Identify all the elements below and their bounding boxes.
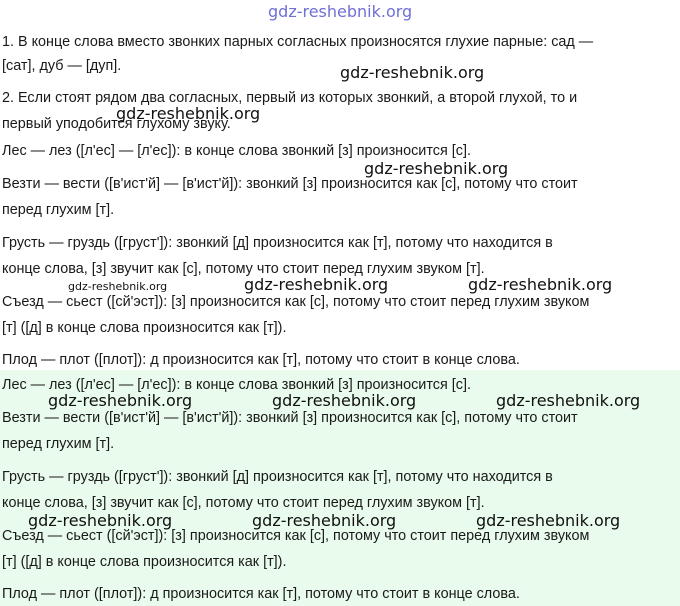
watermark: gdz-reshebnik.org [116, 104, 261, 123]
text-line: конце слова, [з] звучит как [с], потому что стоит перед глухим звуком [т]. [2, 261, 485, 277]
text-line: [сат], дуб — [дуп]. [2, 58, 122, 74]
watermark: gdz-reshebnik.org [48, 391, 193, 410]
watermark: gdz-reshebnik.org [68, 280, 168, 293]
text-line: Лес — лез ([л'ес] — [л'ес]): в конце слова звонкий [з] произносится [с]. [2, 143, 471, 159]
watermark: gdz-reshebnik.org [244, 275, 389, 294]
text-line: Грусть — груздь ([груст']): звонкий [д] произносится как [т], потому что находится в [2, 469, 553, 485]
text-line: Плод — плот ([плот]): д произносится как [т], потому что стоит в конце слова. [2, 586, 520, 602]
text-line: [т] ([д] в конце слова произносится как [т]). [2, 320, 287, 336]
text-line: первый уподобится глухому звуку. [2, 116, 231, 132]
watermark: gdz-reshebnik.org [468, 275, 613, 294]
text-line: Везти — вести ([в'ист'й] — [в'ист'й]): звонкий [з] произносится как [с], потому что стоит [2, 176, 578, 192]
text-line: перед глухим [т]. [2, 436, 115, 452]
watermark: gdz-reshebnik.org [28, 511, 173, 530]
text-line: Лес — лез ([л'ес] — [л'ес]): в конце слова звонкий [з] произносится [с]. [2, 377, 471, 393]
text-line: конце слова, [з] звучит как [с], потому что стоит перед глухим звуком [т]. [2, 495, 485, 511]
watermark: gdz-reshebnik.org [496, 391, 641, 410]
text-line: Съезд — сьест ([сй'эст]): [з] произносится как [с], потому что стоит перед глухим звуком [2, 528, 590, 544]
text-line: 1. В конце слова вместо звонких парных согласных произносятся глухие парные: сад — [2, 34, 594, 50]
text-line: [т] ([д] в конце слова произносится как [т]). [2, 554, 287, 570]
watermark: gdz-reshebnik.org [252, 511, 397, 530]
text-line: Грусть — груздь ([груст']): звонкий [д] произносится как [т], потому что находится в [2, 235, 553, 251]
text-line: Плод — плот ([плот]): д произносится как [т], потому что стоит в конце слова. [2, 352, 520, 368]
text-line: Везти — вести ([в'ист'й] — [в'ист'й]): звонкий [з] произносится как [с], потому что стоит [2, 410, 578, 426]
watermark: gdz-reshebnik.org [364, 159, 509, 178]
watermark: gdz-reshebnik.org [272, 391, 417, 410]
header-watermark: gdz-reshebnik.org [268, 2, 413, 21]
watermark: gdz-reshebnik.org [476, 511, 621, 530]
text-line: Съезд — сьест ([сй'эст]): [з] произносится как [с], потому что стоит перед глухим звуком [2, 294, 590, 310]
text-line: 2. Если стоят рядом два согласных, первый из которых звонкий, а второй глухой, то и [2, 90, 578, 106]
text-line: перед глухим [т]. [2, 202, 115, 218]
watermark: gdz-reshebnik.org [340, 63, 485, 82]
